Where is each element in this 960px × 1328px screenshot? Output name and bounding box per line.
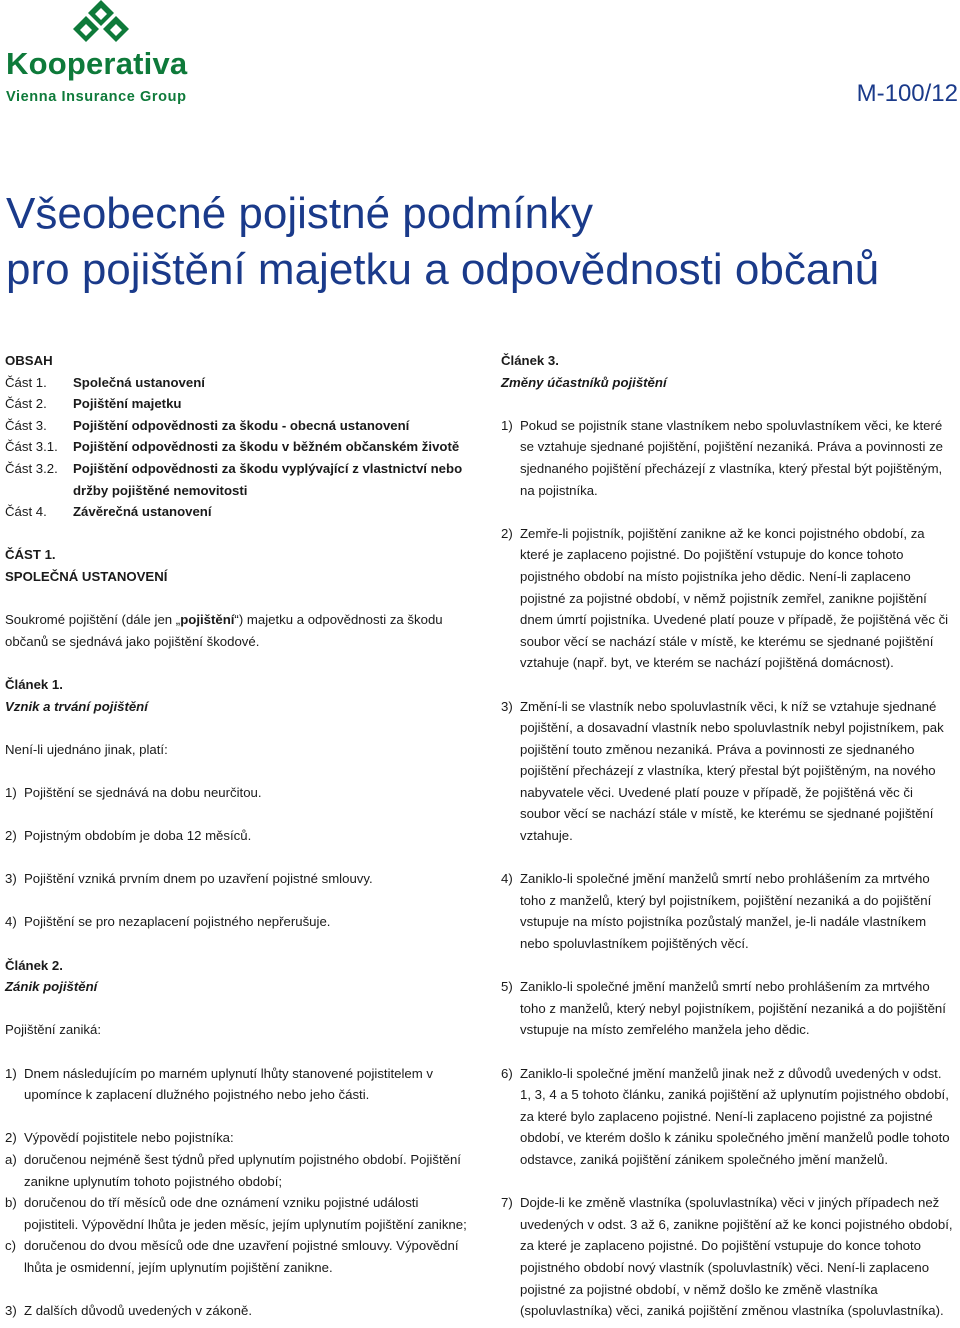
item-text: doručenou do tří měsíců ode dne oznámení vzniku pojistné události pojistiteli. Výpovědní lhůta je jeden měsíc, jejím uplynutím pojištění zanikne; xyxy=(24,1195,467,1232)
spacer xyxy=(501,674,956,696)
spacer xyxy=(501,847,956,869)
toc-row xyxy=(5,372,475,394)
item-text: Zemře-li pojistník, pojištění zanikne až ke konci pojistného období, za které je zaplaceno pojistné. Do pojištění vstupuje do konce tohoto pojistného období na místo pojistníka jeho dědic. Není-li zaplaceno pojistné za pojistné období, v němž pojistník zemřel, zanikne pojištění dnem úmrtí pojistníka. Uvedené platí pouze v případě, že pojištěná věc či soubor věcí se nachází stále v místě, ke kterému se sjednané pojištění vztahuje (např. byt, ve kterém se nachází pojištěná domácnost). xyxy=(520,525,949,671)
toc-title: Pojištění majetku xyxy=(73,396,182,412)
toc-num: Část 2. xyxy=(5,396,47,412)
list-item xyxy=(501,1063,956,1171)
article-label: Článek 1. xyxy=(5,676,63,692)
item-number: 3) xyxy=(5,1303,17,1319)
item-number: 3) xyxy=(501,698,513,714)
item-text: Pokud se pojistník stane vlastníkem nebo spoluvlastníkem věci, ke které se vztahuje sjednané pojištění, pojištění nezaniká. Práva a povinnosti ze sjednaného pojištění přecházejí z vlastníka, který přestal být pojištěným, na pojistníka. xyxy=(520,417,943,498)
item-number: 2) xyxy=(5,1130,17,1146)
part-intro xyxy=(5,609,475,652)
toc-num: Část 4. xyxy=(5,504,47,520)
article-title: Změny účastníků pojištění xyxy=(501,374,667,390)
sub-item xyxy=(5,1149,475,1192)
spacer xyxy=(5,523,475,545)
spacer xyxy=(5,652,475,674)
part-heading: SPOLEČNÁ USTANOVENÍ xyxy=(5,568,168,584)
page-title xyxy=(6,186,879,298)
item-text: Dnem následujícím po marném uplynutí lhůty stanovené pojistitelem v upomínce k zaplacení dlužného pojistného nebo jeho části. xyxy=(24,1065,434,1103)
sub-item xyxy=(5,1192,475,1235)
document-code: M-100/12 xyxy=(856,80,958,107)
left-column xyxy=(5,350,475,1322)
item-text: Dojde-li ke změně vlastníka (spoluvlastníka) věci v jiných případech než uvedených v odst. 3 až 6, zanikne pojištění až ke konci pojistného období, za které je zaplaceno pojistné. Do pojištění vstupuje do konce tohoto pojistného období nový vlastník (spoluvlastník) věci. Není-li zaplaceno pojistné za pojistné období, v němž došlo ke změně vlastníka (spoluvlastníka) věci, zaniká pojištění změnou vlastníka (spoluvlastníka). xyxy=(520,1195,953,1319)
item-text: Z dalších důvodů uvedených v zákoně. xyxy=(24,1303,252,1319)
list-item xyxy=(501,523,956,674)
item-letter: a) xyxy=(5,1151,17,1167)
item-text: Změní-li se vlastník nebo spoluvlastník věci, k níž se vztahuje sjednané pojištění, a dosavadní vlastník nebo spoluvlastník nebyl pojistníkem, pak pojištění touto změnou nezaniká. Práva a povinnosti ze sjednaného pojištění přecházejí z vlastníka, který přestal být pojištěným, na nového nabyvatele věci. Uvedené platí pouze v případě, že pojištěná věc či soubor věcí se nachází stále v místě, ke kterému se sjednané pojištění vztahuje. xyxy=(520,698,944,844)
toc-row xyxy=(5,436,475,458)
list-item xyxy=(5,1063,475,1106)
article-label: Článek 2. xyxy=(5,957,63,973)
toc-num: Část 3. xyxy=(5,417,47,433)
item-number: 1) xyxy=(501,417,513,433)
spacer xyxy=(5,803,475,825)
spacer xyxy=(5,588,475,610)
spacer xyxy=(5,1041,475,1063)
toc-heading: OBSAH xyxy=(5,353,53,368)
item-number: 7) xyxy=(501,1195,513,1211)
item-number: 3) xyxy=(5,871,17,887)
item-text: doručenou do dvou měsíců ode dne uzavření pojistné smlouvy. Výpovědní lhůta je osmidenní, jejím uplynutím pojištění zanikne. xyxy=(24,1238,459,1275)
spacer xyxy=(5,933,475,955)
item-letter: b) xyxy=(5,1195,17,1211)
sub-item xyxy=(5,1235,475,1278)
toc-list xyxy=(5,372,475,523)
spacer xyxy=(501,393,956,415)
toc-title: Pojištění odpovědnosti za škodu vyplývající z vlastnictví nebo držby pojištěné nemovitosti xyxy=(73,460,463,498)
item-text: Zaniklo-li společné jmění manželů smrtí nebo prohlášením za mrtvého toho z manželů, který nebyl pojistníkem, pojištění nezaniká a do pojištění vstupuje na místo zemřelého manžela jeho dědic. xyxy=(520,979,946,1038)
title-line-2: pro pojištění majetku a odpovědnosti občanů xyxy=(6,245,880,294)
list-item xyxy=(5,911,475,933)
toc-row xyxy=(5,393,475,415)
item-text: doručenou nejméně šest týdnů před uplynutím pojistného období. Pojištění zanikne uplynutím tohoto pojistného období; xyxy=(24,1151,461,1189)
logo-group-name: Vienna Insurance Group xyxy=(6,89,187,105)
list-item xyxy=(501,976,956,1041)
article-lead: Není-li ujednáno jinak, platí: xyxy=(5,741,168,757)
spacer xyxy=(501,501,956,523)
list-item xyxy=(501,415,956,501)
toc-title: Závěrečná ustanovení xyxy=(73,504,212,520)
item-number: 6) xyxy=(501,1065,513,1081)
item-number: 1) xyxy=(5,1065,17,1081)
item-text: Zaniklo-li společné jmění manželů jinak než z důvodů uvedených v odst. 1, 3, 4 a 5 tohoto článku, zaniká pojištění až uplynutím pojistného období, za které bylo zaplaceno pojistné. Není-li zaplaceno pojistné za pojistné období, ve kterém došlo k zániku společného jmění manželů podle tohoto odstavce, zaniká pojištění zánikem společného jmění manželů. xyxy=(520,1065,950,1167)
toc-num: Část 3.2. xyxy=(5,460,58,476)
item-number: 2) xyxy=(501,525,513,541)
toc-title: Pojištění odpovědnosti za škodu v běžném občanském životě xyxy=(73,439,460,455)
kooperativa-logo xyxy=(4,0,200,112)
spacer xyxy=(501,1171,956,1193)
toc-num: Část 3.1. xyxy=(5,439,58,455)
spacer xyxy=(501,955,956,977)
item-letter: c) xyxy=(5,1238,16,1254)
list-item xyxy=(501,696,956,847)
list-item xyxy=(5,1300,475,1322)
spacer xyxy=(5,1279,475,1301)
article-lead: Pojištění zaniká: xyxy=(5,1022,102,1038)
spacer xyxy=(5,717,475,739)
article-title: Vznik a trvání pojištění xyxy=(5,698,148,714)
list-item xyxy=(5,782,475,804)
item-number: 4) xyxy=(501,871,513,887)
part-label: ČÁST 1. xyxy=(5,547,56,563)
toc-title: Pojištění odpovědnosti za škodu - obecná ustanovení xyxy=(73,417,410,433)
spacer xyxy=(5,998,475,1020)
item-text: Pojištění vzniká prvním dnem po uzavření pojistné smlouvy. xyxy=(24,871,373,887)
item-text: Zaniklo-li společné jmění manželů smrtí nebo prohlášením za mrtvého toho z manželů, který byl pojistníkem, pojištění nezaniká a do pojištění vstupuje na místo pojistníka pozůstalý manžel, je-li nadále vlastníkem nebo spoluvlastníkem pojištěných věcí. xyxy=(520,871,932,952)
list-item xyxy=(5,1127,475,1149)
intro-defined-term: pojištění xyxy=(180,612,235,628)
article-title: Zánik pojištění xyxy=(5,979,98,995)
logo-brand-name: Kooperativa xyxy=(6,46,188,81)
logo-emblem-icon xyxy=(70,0,132,50)
item-text: Pojištění se pro nezaplacení pojistného nepřerušuje. xyxy=(24,914,331,930)
list-item xyxy=(501,1192,956,1322)
item-number: 1) xyxy=(5,784,17,800)
spacer xyxy=(5,1106,475,1128)
toc-num: Část 1. xyxy=(5,374,47,390)
intro-text: “) majetku a odpovědnosti za škodu občanů se sjednává jako pojištění škodové. xyxy=(5,612,443,649)
item-number: 4) xyxy=(5,914,17,930)
toc-title: Společná ustanovení xyxy=(73,374,205,390)
toc-row xyxy=(5,415,475,437)
item-text: Výpovědí pojistitele nebo pojistníka: xyxy=(24,1130,234,1146)
spacer xyxy=(5,760,475,782)
toc-row xyxy=(5,458,475,501)
title-line-1: Všeobecné pojistné podmínky xyxy=(6,189,594,238)
spacer xyxy=(501,1041,956,1063)
intro-text: Soukromé pojištění (dále jen „ xyxy=(5,612,181,628)
article-label: Článek 3. xyxy=(501,353,559,368)
right-column xyxy=(501,350,956,1322)
spacer xyxy=(5,890,475,912)
list-item xyxy=(501,868,956,954)
item-number: 5) xyxy=(501,979,513,995)
item-number: 2) xyxy=(5,828,17,844)
spacer xyxy=(5,847,475,869)
item-text: Pojistným obdobím je doba 12 měsíců. xyxy=(24,828,252,844)
list-item xyxy=(5,825,475,847)
item-text: Pojištění se sjednává na dobu neurčitou. xyxy=(24,784,262,800)
toc-row xyxy=(5,501,475,523)
list-item xyxy=(5,868,475,890)
